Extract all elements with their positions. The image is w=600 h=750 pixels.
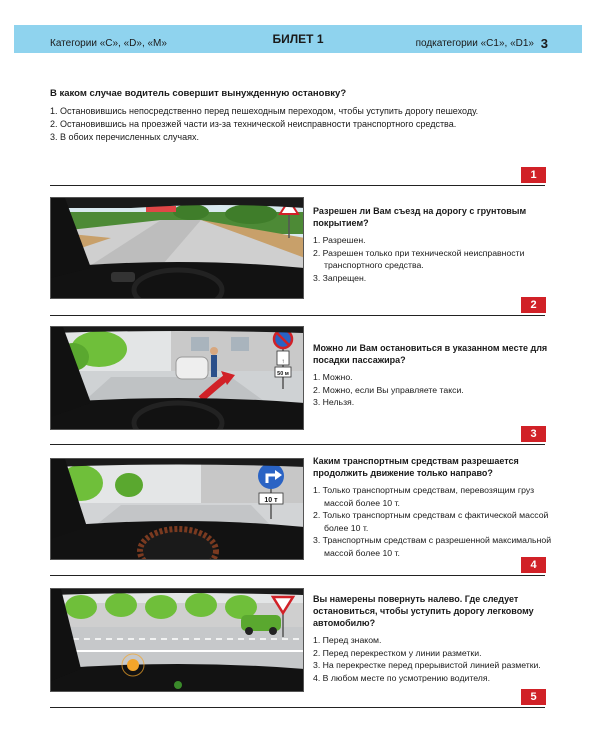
svg-text:↑: ↑ [281,359,285,365]
divider [50,444,545,445]
header-subcategories: подкатегории «C1», «D1» [415,38,534,49]
question-4-text: Каким транспортным средствам разрешается продолжить движение только направо? [313,456,519,478]
answer-option: 3. В обоих перечисленных случаях. [50,132,199,142]
question-5 [313,593,553,684]
answer-option: 2. Только транспортным средствам с фактической массой более 10 т. [313,510,549,533]
question-1 [50,88,550,144]
question-5-answers [313,634,553,684]
question-2-illustration [50,197,304,299]
question-number-badge: 2 [521,297,546,313]
divider [50,575,545,576]
answer-option: 1. Остановившись непосредственно перед пешеходным переходом, чтобы уступить дорогу пешеходу. [50,106,479,116]
answer-option: 3. Запрещен. [313,272,367,283]
answer-option: 1. Можно. [313,372,353,382]
page-header [14,25,582,53]
question-1-text: В каком случае водитель совершит вынужденную остановку? [50,88,347,99]
answer-option: 4. В любом месте по усмотрению водителя. [313,672,490,683]
question-4 [313,455,553,559]
answer-option: 3. Нельзя. [313,397,355,407]
answer-option: 2. Разрешен только при технической неисправности транспортного средства. [313,247,525,270]
answer-option: 3. На перекрестке перед прерывистой линией разметки. [313,660,541,670]
answer-option: 1. Разрешен. [313,235,366,245]
header-categories: Категории «C», «D», «M» [50,38,167,49]
answer-option: 1. Только транспортным средствам, перевозящим груз массой более 10 т. [313,485,535,508]
question-4-illustration [50,458,304,560]
question-number-badge: 5 [521,689,546,705]
divider [50,185,545,186]
question-3-answers [313,371,553,409]
answer-option: 2. Можно, если Вы управляете такси. [313,384,464,395]
question-4-answers [313,484,553,559]
sign-weight-plate: 10 т [264,497,278,504]
sign-distance-plate: 50 м [277,371,289,377]
answer-option: 2. Перед перекрестком у линии разметки. [313,647,482,658]
question-number-badge: 3 [521,426,546,442]
question-3 [313,342,553,409]
question-5-illustration [50,588,304,692]
header-ticket-title: БИЛЕТ 1 [272,32,324,46]
divider [50,315,545,316]
question-2-answers [313,234,553,284]
question-2-text: Разрешен ли Вам съезд на дорогу с грунтовым покрытием? [313,206,527,228]
question-3-text: Можно ли Вам остановиться в указанном месте для посадки пассажира? [313,343,548,365]
question-2 [313,205,553,284]
divider [50,707,545,708]
question-number-badge: 1 [521,167,546,183]
answer-option: 3. Транспортным средствам с разрешенной максимальной массой более 10 т. [313,535,552,558]
answer-option: 1. Перед знаком. [313,635,382,645]
question-3-illustration [50,326,304,430]
question-1-answers [50,105,550,144]
answer-option: 2. Остановившись на проезжей части из-за технической неисправности транспортного средства. [50,119,457,129]
page-number: 3 [540,36,548,51]
question-number-badge: 4 [521,557,546,573]
question-5-text: Вы намерены повернуть налево. Где следует остановиться, чтобы уступить дорогу легковому автомобилю? [313,594,534,628]
